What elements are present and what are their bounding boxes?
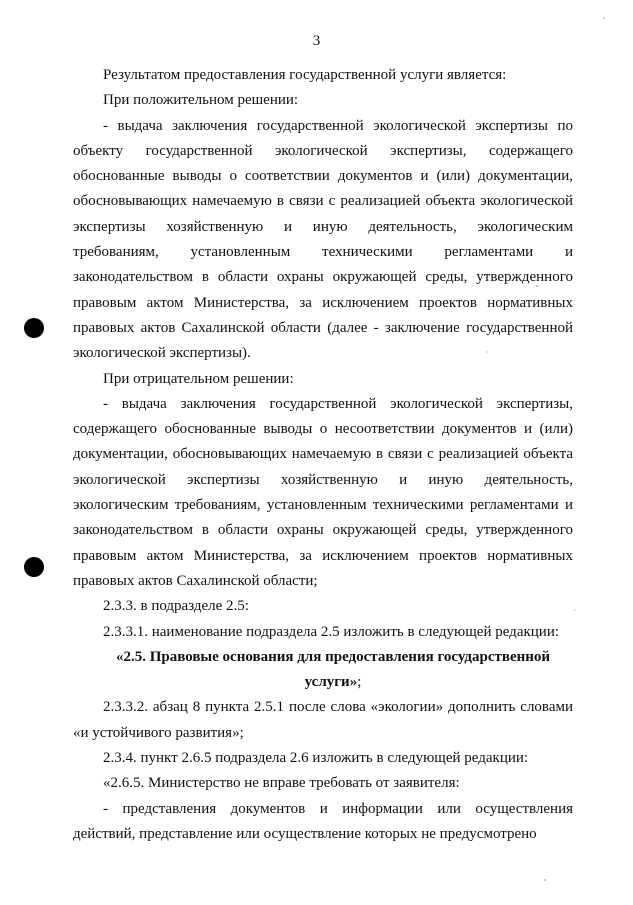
document-body xyxy=(73,63,573,847)
paragraph-2-6-5: «2.6.5. Министерство не вправе требовать от заявителя: xyxy=(103,775,460,792)
paragraph-representation: - представления документов и информации или осуществления действий, представление или осуществление которых не предусмотрено xyxy=(73,800,573,842)
section-heading-tail: ; xyxy=(357,674,362,691)
scan-speck xyxy=(603,17,604,18)
paragraph-negative-conclusion: - выдача заключения государственной экологической экспертизы, содержащего обоснованные выводы о несоответствии документов и (или) документации, обосновывающих намечаемую в связи с реализацией объекта экологической экспертизы хозяйственную и иную деятельность, экологическим требованиям, установленным техническими регламентами и законодательством в области охраны окружающей среды, утвержденного правовым актом Министерства, за исключением проектов нормативных правовых актов Сахалинской области; xyxy=(73,395,573,589)
paragraph-2-3-4: 2.3.4. пункт 2.6.5 подраздела 2.6 изложить в следующей редакции: xyxy=(103,750,529,767)
paragraph-negative-decision: При отрицательном решении: xyxy=(103,370,294,387)
section-heading-text: «2.5. Правовые основания для предоставления государственной услуги» xyxy=(115,648,551,691)
binder-hole-bottom xyxy=(24,557,44,577)
paragraph-result-intro: Результатом предоставления государственной услуги является: xyxy=(103,67,507,83)
section-heading-2-5 xyxy=(73,645,573,696)
paragraph-positive-decision: При положительном решении: xyxy=(103,92,299,109)
scan-speck xyxy=(574,609,575,610)
paragraph-2-3-3-1: 2.3.3.1. наименование подраздела 2.5 изложить в следующей редакции: xyxy=(103,623,560,640)
page-number: 3 xyxy=(312,33,321,49)
paragraph-2-3-3-2: 2.3.3.2. абзац 8 пункта 2.5.1 после слова «экологии» дополнить словами «и устойчивого развития»; xyxy=(73,699,573,741)
paragraph-positive-conclusion: - выдача заключения государственной экологической экспертизы по объекту государственной экологической экспертизы, содержащего обоснованные выводы о соответствии документов и (или) документации, обосновывающих намечаемую в связи с реализацией объекта экологической экспертизы хозяйственную и иную деятельность, экологическим требованиям, установленным техническими регламентами и законодательством в области охраны окружающей среды, утвержденного правовым актом Министерства, за исключением проектов нормативных правовых актов Сахалинской области (далее - заключение государственной экологической экспертизы). xyxy=(73,117,573,362)
scan-speck xyxy=(544,879,546,881)
binder-hole-top xyxy=(24,318,44,338)
paragraph-subsection-2-5: 2.3.3. в подразделе 2.5: xyxy=(103,598,249,615)
